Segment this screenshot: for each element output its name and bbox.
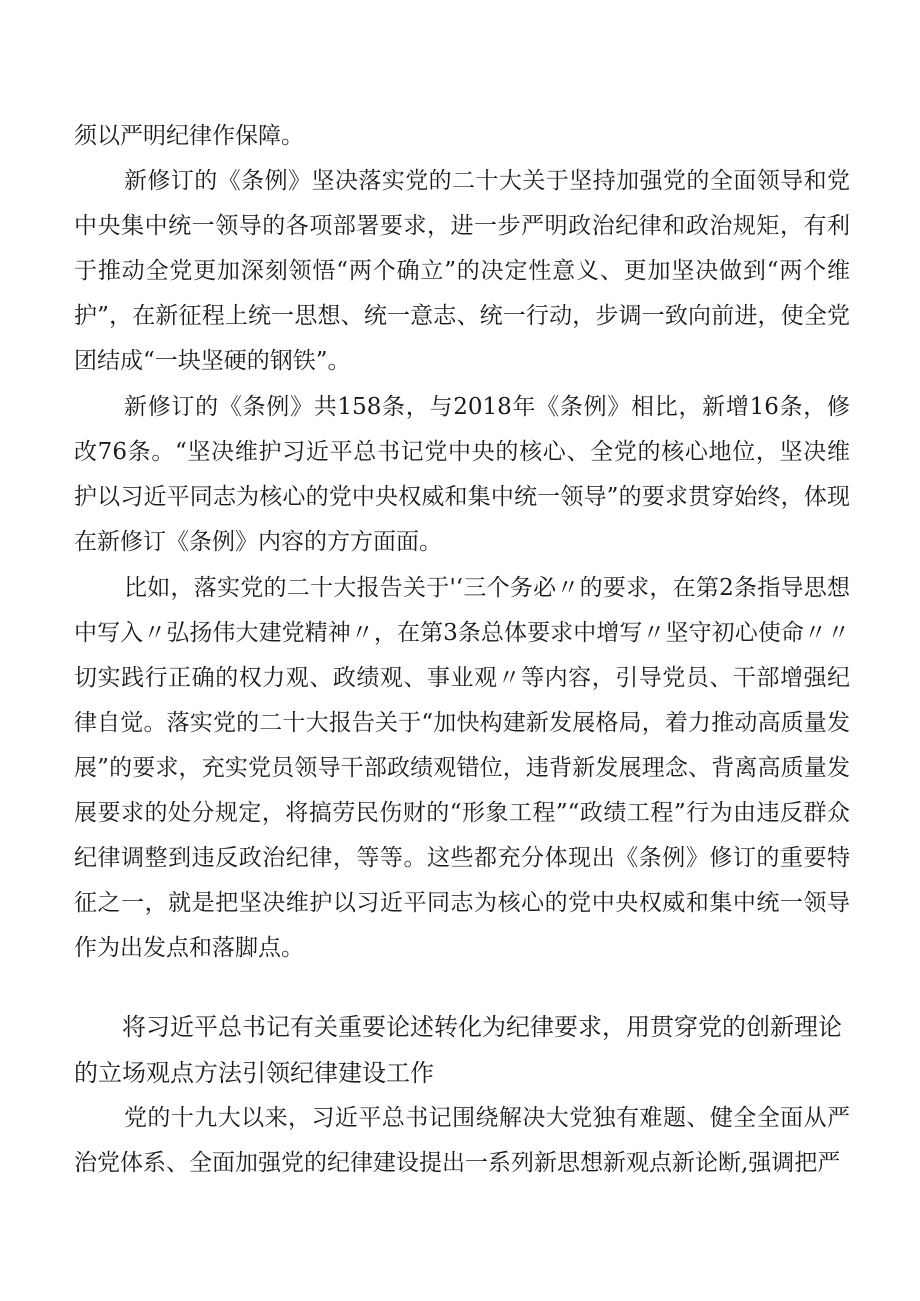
paragraph-examples: 比如，落实党的二十大报告关于'‘三个务必〃的要求，在第2条指导思想中写入〃弘扬伟大建党精神〃，在第3条总体要求中增写〃坚守初心使命〃〃切实践行正确的权力观、政绩观、事业观〃等内容，引导党员、干部增强纪律自觉。落实党的二十大报告关于“加快构建新发展格局，着力推动高质量发展”的要求，充实党员领导干部政绩观错位，违背新发展理念、背离高质量发展要求的处分规定，将搞劳民伤财的“形象工程”“政绩工程”行为由违反群众纪律调整到违反政治纪律，等等。这些都充分体现出《条例》修订的重要特征之一，就是把坚决维护以习近平同志为核心的党中央权威和集中统一领导作为出发点和落脚点。 (74, 575, 850, 961)
paragraph-article-count: 新修订的《条例》共158条，与2018年《条例》相比，新增16条，修改76条。“坚决维护习近平总书记党中央的核心、全党的核心地位，坚决维护以习近平同志为核心的党中央权威和集中统一领导”的要求贯穿始终，体现在新修订《条例》内容的方方面面。 (74, 394, 850, 555)
paragraph-revised-regulations: 新修订的《条例》坚决落实党的二十大关于坚持加强党的全面领导和党中央集中统一领导的各项部署要求，进一步严明政治纪律和政治规矩，有利于推动全党更加深刻领悟“两个确立”的决定性意义、更加坚决做到“两个维护”，在新征程上统一思想、统一意志、统一行动，步调一致向前进，使全党团结成“一块坚硬的钢铁”。 (74, 168, 850, 374)
paragraph-nineteenth-congress: 党的十九大以来，习近平总书记围绕解决大党独有难题、健全全面从严治党体系、全面加强党的纪律建设提出一系列新思想新观点新论断,强调把严 (74, 1105, 850, 1176)
section-heading: 将习近平总书记有关重要论述转化为纪律要求，用贯穿党的创新理论的立场观点方法引领纪律建设工作 (74, 1013, 842, 1087)
paragraph-continuation: 须以严明纪律作保障。 (74, 123, 304, 149)
